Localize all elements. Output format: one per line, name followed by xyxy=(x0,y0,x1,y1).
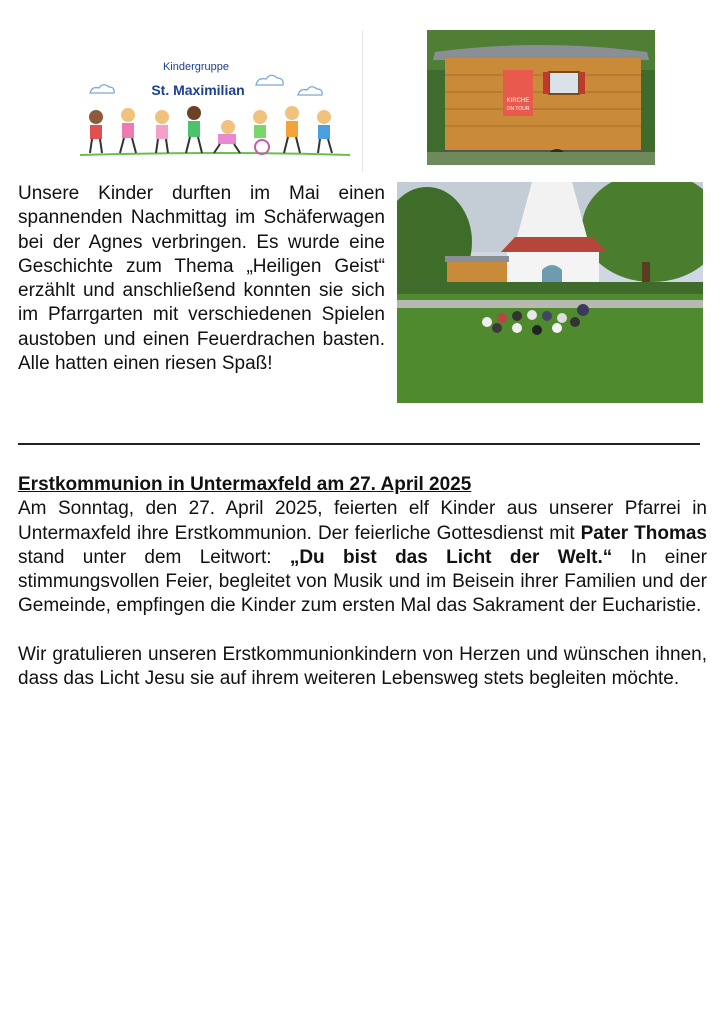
p1-bold-name: Pater Thomas xyxy=(580,522,708,544)
p1-text-2: stand unter dem Leitwort: xyxy=(18,546,290,568)
wagon-sign-line1: KIRCHE xyxy=(506,98,530,104)
wagon-sign-line2: ON TOUR xyxy=(506,106,530,112)
p1-text-3: In einer stimmungsvollen Feier, begleitet von Musik und im Beisein ihrer Familien und der Gemeinde, empfingen die Kinder zum ersten Mal das Sakrament der Eucharistie. xyxy=(18,546,707,617)
p1-bold-motto: „Du bist das Licht der Welt.“ xyxy=(289,546,613,568)
article-paragraph-2: Wir gratulieren unseren Erstkommunionkindern von Herzen und wünschen ihnen, dass das Licht Jesu sie auf ihrem weiteren Lebensweg stets begleiten möchte. xyxy=(18,644,707,690)
article-erstkommunion xyxy=(18,473,707,692)
logo-divider xyxy=(362,30,363,172)
article-heading: Erstkommunion in Untermaxfeld am 27. April 2025 xyxy=(18,474,472,495)
logo-text-kindergruppe: Kindergruppe xyxy=(162,61,230,73)
separator-line xyxy=(18,443,700,445)
p1-text-1: Am Sonntag, den 27. April 2025, feierten elf Kinder aus unserer Pfarrei in Untermaxfeld ihre Erstkommunion. Der feierliche Gottesdienst mit xyxy=(18,498,707,544)
intro-text: Unsere Kinder durften im Mai einen spannenden Nachmittag im Schäferwagen bei der Agnes verbringen. Es wurde eine Geschichte zum Thema „Heiligen Geist“ erzählt und anschließend konnten sie sich im Pfarrgarten mit verschiedenen Spielen austoben und einen Feuerdrachen basten. Alle hatten einen riesen Spaß! xyxy=(18,183,385,375)
photo-church-garden xyxy=(397,182,703,403)
kindergruppe-logo xyxy=(78,55,354,165)
photo-shepherds-wagon xyxy=(427,30,655,165)
article-paragraph-1 xyxy=(18,497,707,618)
logo-text-name: St. Maximilian xyxy=(151,82,245,98)
